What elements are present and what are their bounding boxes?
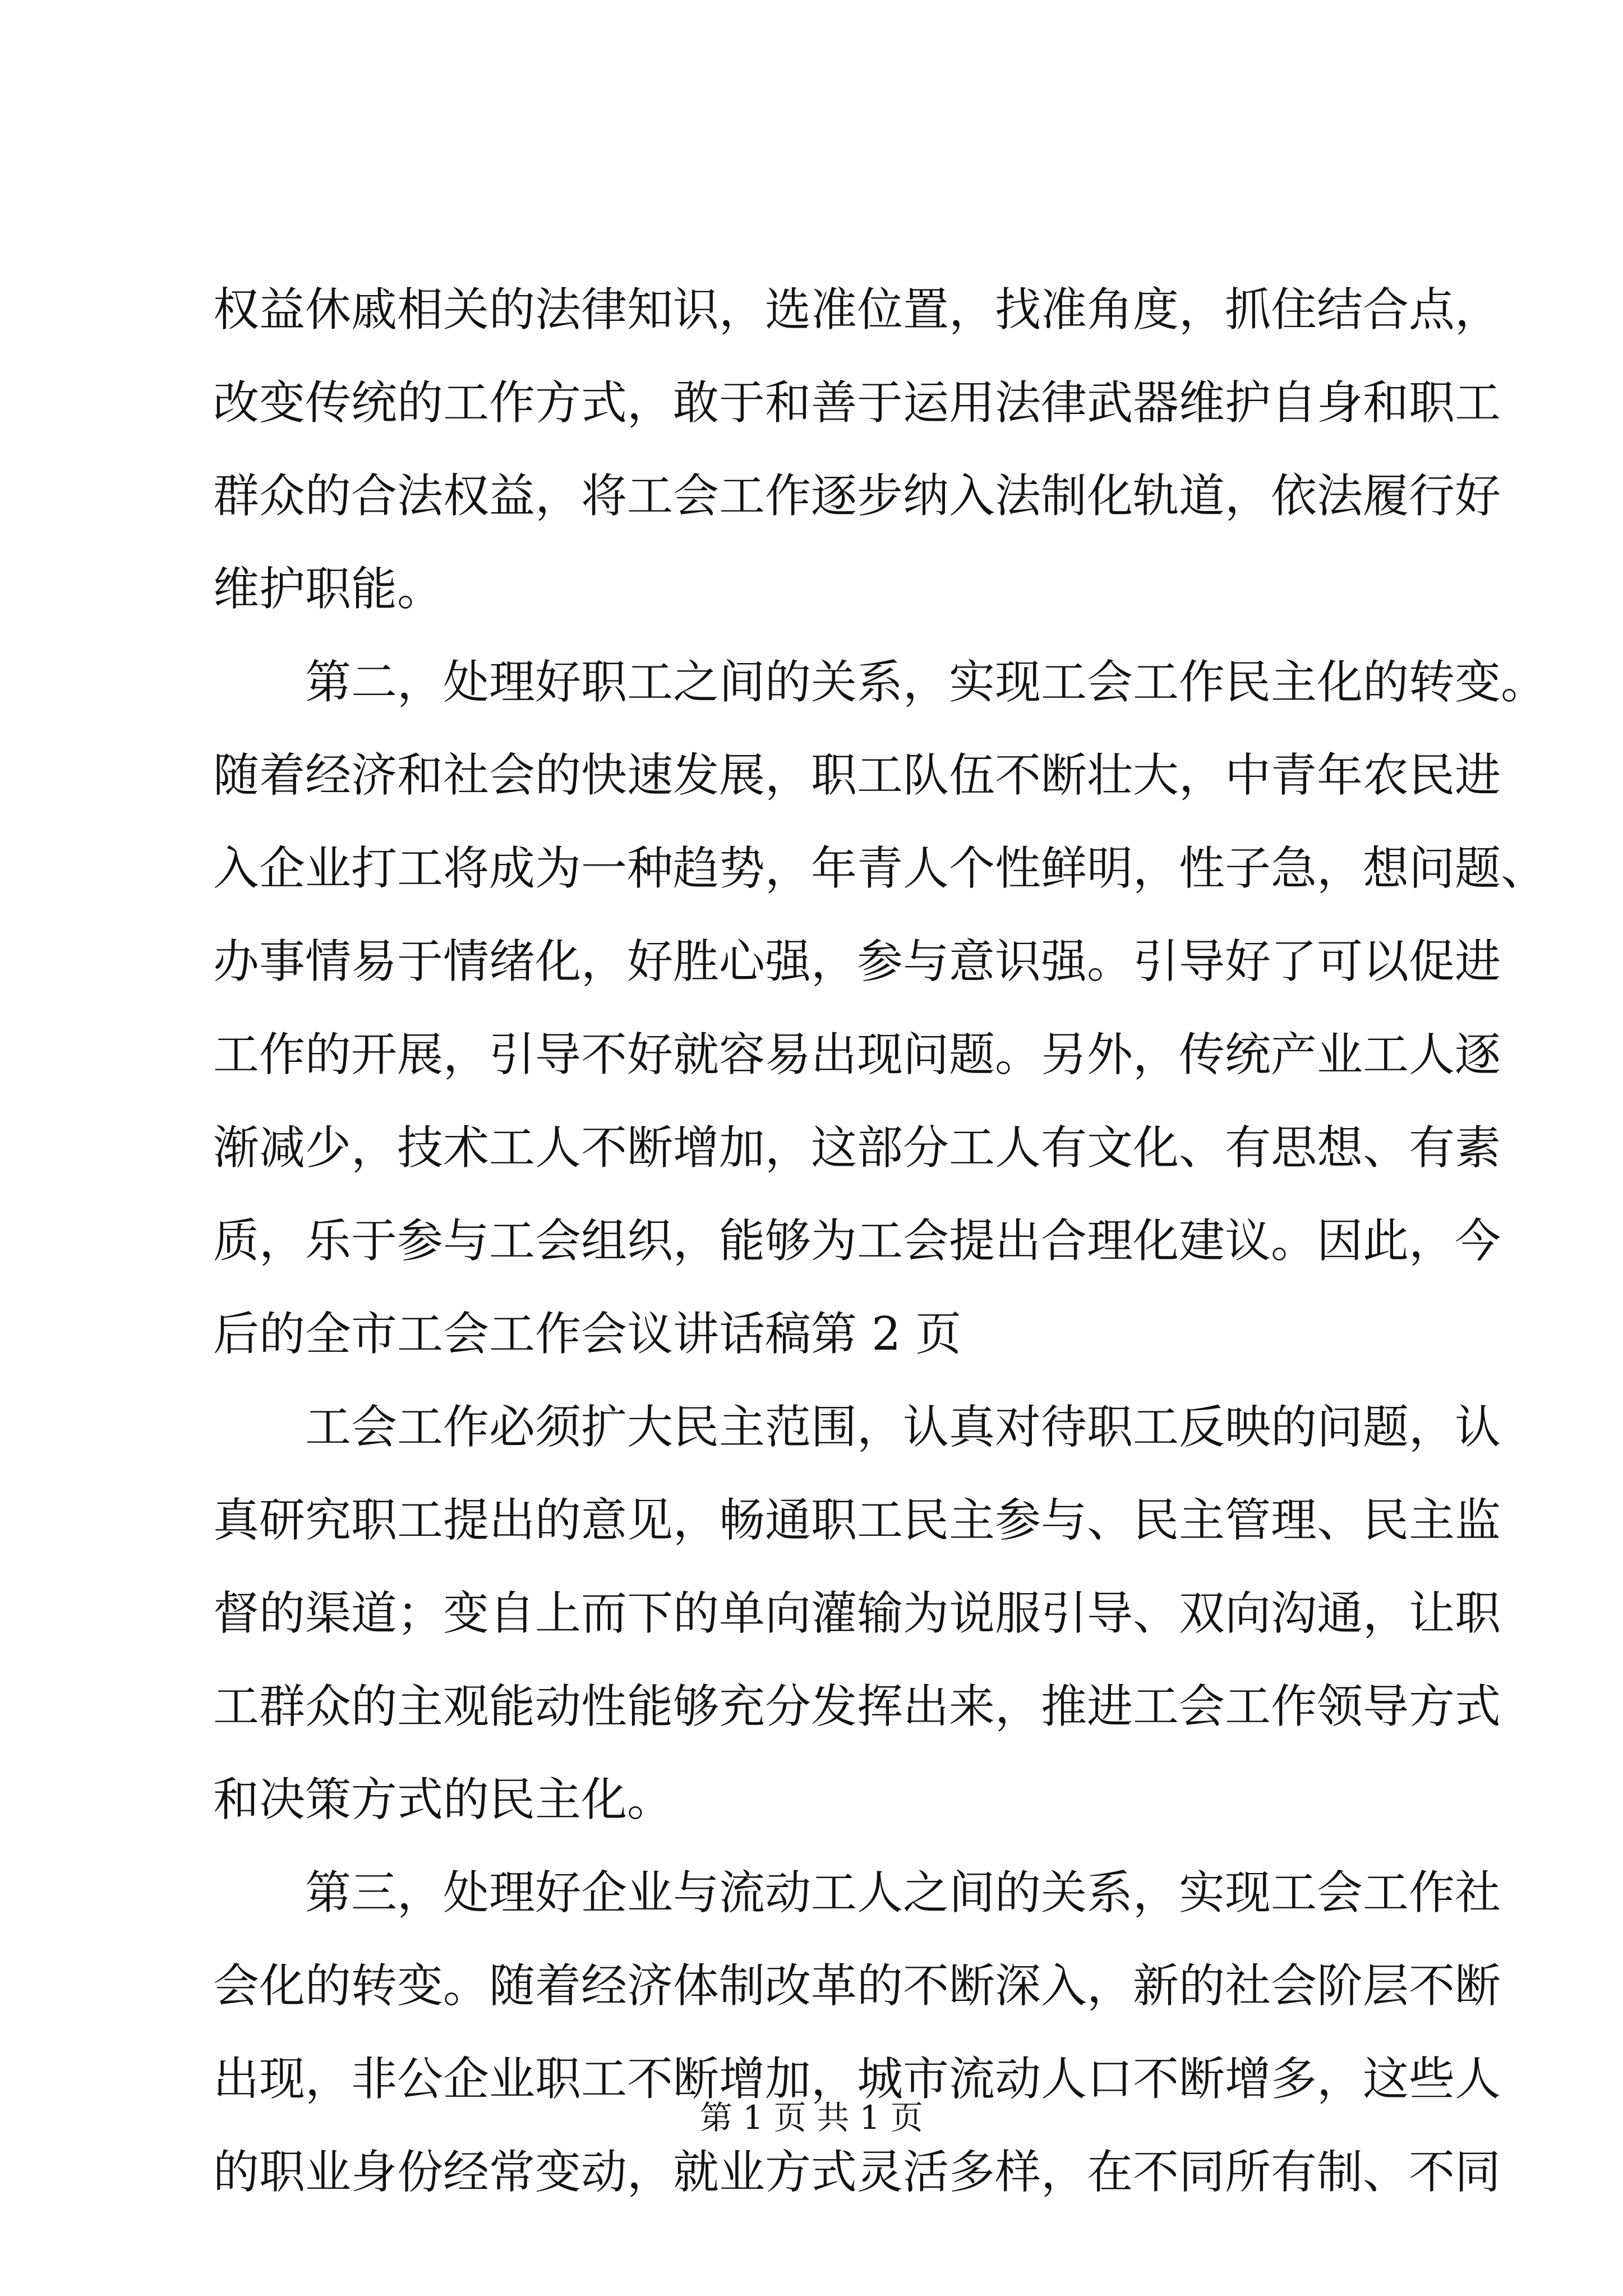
text-line: 随着经济和社会的快速发展，职工队伍不断壮大，中青年农民进 <box>213 749 1501 802</box>
text-line: 第三，处理好企业与流动工人之间的关系，实现工会工作社 <box>305 1866 1501 1920</box>
text-line: 渐减少，技术工人不断增加，这部分工人有文化、有思想、有素 <box>213 1121 1501 1175</box>
page-number-label: 第 1 页 共 1 页 <box>700 2099 923 2137</box>
text-line: 维护职能。 <box>213 563 444 616</box>
text-line: 和决策方式的民主化。 <box>213 1773 674 1826</box>
document-body <box>213 264 1547 2219</box>
text-line: 第二，处理好职工之间的关系，实现工会工作民主化的转变。 <box>305 656 1547 709</box>
text-line: 工作的开展，引导不好就容易出现问题。另外，传统产业工人逐 <box>213 1028 1501 1082</box>
text-line: 质，乐于参与工会组织，能够为工会提出合理化建议。因此，今 <box>213 1214 1501 1268</box>
text-line: 办事情易于情绪化，好胜心强，参与意识强。引导好了可以促进 <box>213 935 1501 988</box>
text-line: 工群众的主观能动性能够充分发挥出来，推进工会工作领导方式 <box>213 1680 1501 1733</box>
paragraph-1 <box>213 264 1501 636</box>
text-line: 群众的合法权益，将工会工作逐步纳入法制化轨道，依法履行好 <box>213 470 1501 523</box>
paragraph-3 <box>213 1381 1501 1847</box>
text-line: 权益休戚相关的法律知识，选准位置，找准角度，抓住结合点， <box>213 283 1501 337</box>
text-line: 的职业身份经常变动，就业方式灵活多样，在不同所有制、不同 <box>213 2146 1501 2199</box>
text-line: 督的渠道；变自上而下的单向灌输为说服引导、双向沟通，让职 <box>213 1587 1501 1640</box>
text-line: 出现，非公企业职工不断增加，城市流动人口不断增多，这些人 <box>213 2053 1501 2106</box>
text-line: 入企业打工将成为一种趋势，年青人个性鲜明，性子急，想问题、 <box>213 842 1547 895</box>
text-line: 真研究职工提出的意见，畅通职工民主参与、民主管理、民主监 <box>213 1494 1501 1547</box>
paragraph-2 <box>213 636 1547 1381</box>
text-line: 工会工作必须扩大民主范围，认真对待职工反映的问题，认 <box>305 1401 1501 1454</box>
text-line: 后的全市工会工作会议讲话稿第 2 页 <box>213 1308 962 1361</box>
page-footer <box>0 2095 1623 2140</box>
text-line: 会化的转变。随着经济体制改革的不断深入，新的社会阶层不断 <box>213 1959 1501 2013</box>
paragraph-4 <box>213 1847 1501 2219</box>
text-line: 改变传统的工作方式，敢于和善于运用法律武器维护自身和职工 <box>213 376 1501 430</box>
